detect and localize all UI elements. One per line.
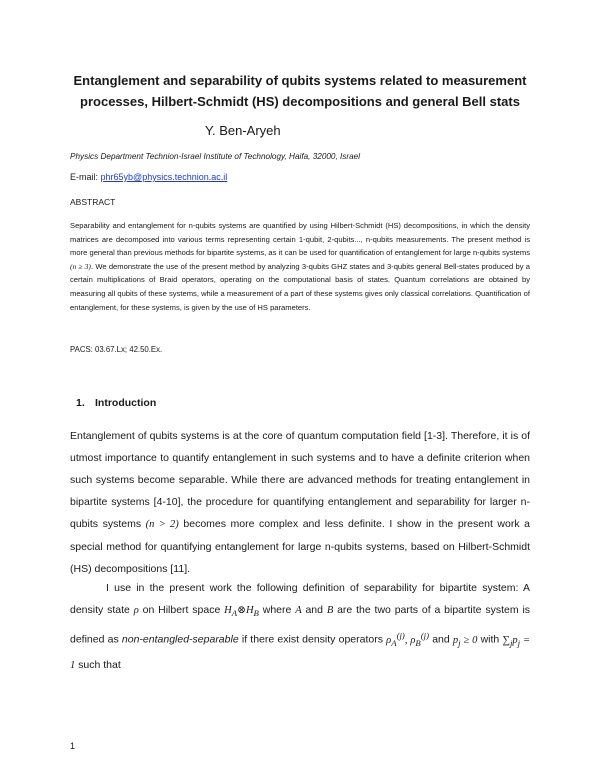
para1-math: (n > 2) (145, 519, 179, 530)
density-operators (386, 630, 430, 648)
hilbert-h-b: H (245, 605, 254, 616)
abstract-text (70, 219, 530, 314)
abstract-part2: . We demonstrate the use of the present method by analyzing 3-qubits GHZ states and 3-qubits general Bell-states produced by a certain multiplications of Braid operators, operating on the computational basis of states. Quantum correlations are obtained by measuring all qubits of these systems, while a measurement of a part of these systems gives only classical correlations. Quantification of entanglement, for these systems, is given by the use of HS parameters. (70, 261, 530, 312)
para1-part-b: becomes more complex and less definite. I show in the present work a special method for quantifying entanglement for large n-qubits systems, based on Hilbert-Schmidt (HS) decompositions [11]. (70, 518, 531, 575)
rho-a: ρ (386, 634, 392, 646)
otimes-symbol: ⊗ (237, 605, 246, 616)
abstract-heading: ABSTRACT (70, 197, 116, 207)
email-link[interactable]: phr65yb@physics.technion.ac.il (100, 172, 228, 182)
sum-symbol: ∑ (502, 634, 510, 646)
sub-a: A (231, 608, 238, 619)
hilbert-h-a: H (224, 605, 232, 616)
rho-b-sub: B (415, 637, 421, 648)
sum-sub: j (509, 637, 513, 648)
abstract-math: (n ≥ 3) (70, 261, 91, 271)
para2-part-c: where (262, 604, 292, 616)
part-b-symbol: B (326, 605, 334, 616)
para2-emphasis: non-entangled-separable (121, 633, 239, 646)
para2-part-b: on Hilbert space (142, 604, 221, 616)
affiliation: Physics Department Technion-Israel Institute of Technology, Haifa, 32000, Israel (70, 152, 361, 161)
p-symbol: p (452, 634, 459, 646)
rho-b-sup: (j) (420, 630, 430, 641)
sub-b: B (253, 608, 259, 619)
sum-p-sub: j (517, 637, 521, 648)
sum-p: p (512, 634, 518, 646)
para2-part-g: such that (78, 658, 121, 671)
part-a-symbol: A (295, 605, 302, 616)
rho-symbol: ρ (133, 605, 139, 616)
email-line (70, 172, 227, 182)
para1-part-a: Entanglement of qubits systems is at the core of quantum computation field [1-3]. Therefore, it is of utmost importance to quantify entanglement in such systems and to have a definite criterion when such systems become separable. While there are advanced methods for treating entanglement in bipartite systems [4-10], the procedure for quantifying entanglement and separability for larger n-qubits systems (70, 430, 530, 530)
pacs-codes: PACS: 03.67.Lx; 42.50.Ex. (70, 345, 163, 354)
intro-paragraph-2 (70, 577, 530, 677)
p-sub: j (458, 637, 461, 648)
para2-part-d: are the two parts of a bipartite system is defined as (70, 604, 531, 646)
para2-and: and (305, 604, 323, 616)
para2-with: with (480, 633, 500, 646)
author-name: Y. Ben-Aryeh (205, 123, 281, 138)
rho-a-sub: A (391, 637, 397, 648)
sum-eq: = 1 (70, 634, 531, 671)
rho-a-sup: (j) (396, 630, 405, 641)
hilbert-space (224, 605, 259, 619)
rho-b: , ρ (404, 634, 416, 646)
intro-paragraph-1 (70, 425, 530, 580)
para2-part-e: if there exist density operators (241, 633, 383, 646)
ge-zero: ≥ 0 (463, 634, 478, 646)
paper-title: Entanglement and separability of qubits systems related to measurement processes, Hilbert-Schmidt (HS) decompositions and general Bell stats (73, 73, 527, 109)
section-heading: Introduction (95, 397, 157, 409)
probability-condition (453, 635, 477, 646)
para2-part-f: and (432, 633, 450, 646)
page-number: 1 (70, 741, 76, 751)
section-number: 1. (76, 397, 85, 409)
para2-part-a: I use in the present work the following definition of separability for bipartite system: A density state (70, 582, 530, 616)
email-label: E-mail: (70, 172, 99, 182)
abstract-part1: Separability and entanglement for n-qubits systems are quantified by using Hilbert-Schmidt (HS) decompositions, in which the density matrices are decomposed into various terms representing certain 1-qubit, 2-qubits..., n-qubits measurements. The present method is more general than previous methods for bipartite systems, as it can be used for quantification of entanglement for large n-qubits systems (70, 221, 530, 258)
